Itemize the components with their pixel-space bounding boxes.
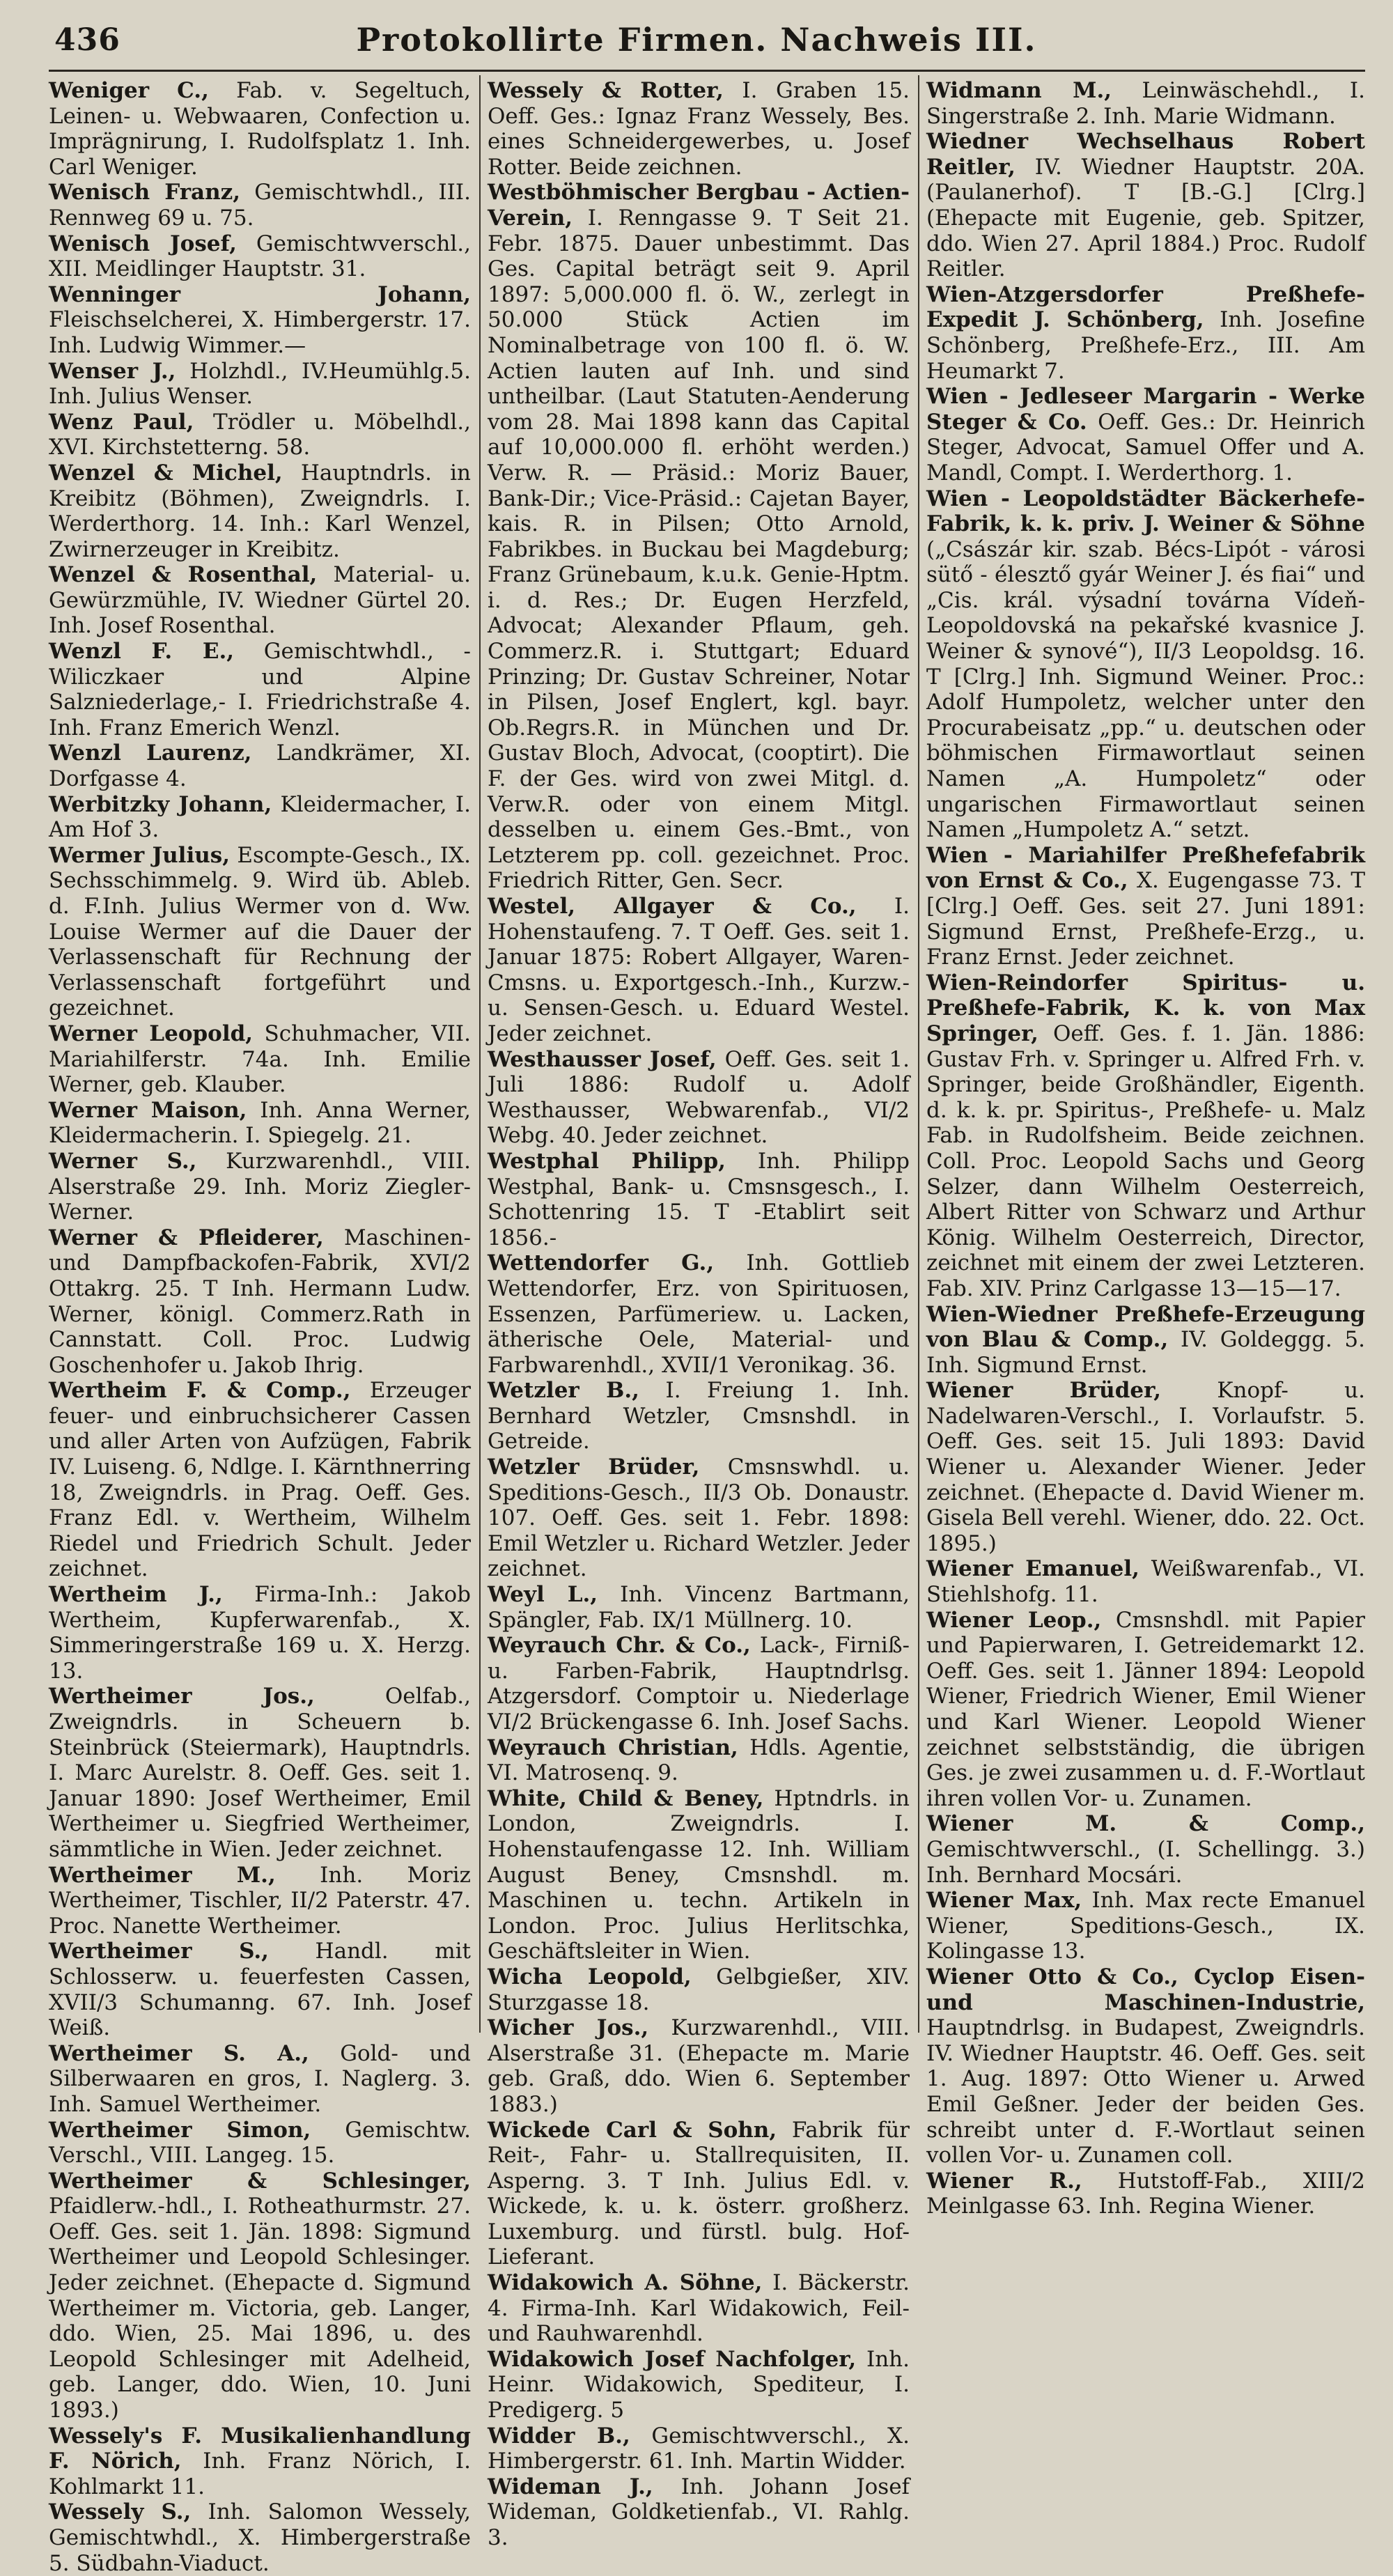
directory-entry [49, 1684, 471, 1862]
firm-details: Erzeuger feuer- und einbruchsicherer Cassen und aller Arten von Aufzügen, Fabrik IV. Luiseng. 6, Ndlge. I. Kärnthnerring 18, Zweigndrls. in Prag. Oeff. Ges. Franz Edl. v. Wertheim, Wilhelm Riedel und Friedrich Schult. Jeder zeichnet. [49, 1378, 471, 1582]
firm-name: Wenser J., [49, 358, 176, 384]
firm-details: Oelfab., Zweigndrls. in Scheuern b. Steinbrück (Steiermark), Hauptndrls. I. Marc Aurelstr. 8. Oeff. Ges. seit 1. Januar 1890: Josef Wertheimer, Emil Wertheimer u. Siegfried Wertheimer, sämmtliche in Wien. Jeder zeichnet. [49, 1684, 471, 1862]
column-2 [488, 78, 910, 2550]
firm-details: Kurzwarenhdl., VIII. Alserstraße 31. (Ehepacte m. Marie geb. Graß, ddo. Wien 6. September 1883.) [488, 2015, 910, 2117]
firm-details: Oeff. Ges. seit 1. Juli 1886: Rudolf u. Adolf Westhausser, Webwarenfab., VI/2 Webg. 40. Jeder zeichnet. [488, 1046, 910, 1149]
firm-details: Escompte-Gesch., IX. Sechsschimmelg. 9. Wird üb. Ableb. d. F.Inh. Julius Wermer von d. Ww. Louise Wermer auf die Dauer der Verlassenschaft für Rechnung der Verlassenschaft fortgeführt und gezeichnet. [49, 842, 471, 1021]
firm-name: Wermer Julius, [49, 842, 231, 868]
directory-entry [49, 792, 471, 843]
firm-details: Landkrämer, XI. Dorfgasse 4. [49, 740, 471, 792]
directory-entry [49, 1021, 471, 1098]
firm-details: Kurzwarenhdl., VIII. Alserstraße 29. Inh. Moriz Ziegler-Werner. [49, 1148, 471, 1225]
firm-details: Inh. Gottlieb Wettendorfer, Erz. von Spirituosen, Essenzen, Parfümeriew. u. Lacken, ätherische Oele, Material- und Farbwarenhdl., XVII/1 Veronikag. 36. [488, 1250, 910, 1378]
firm-name: Wiener Brüder, [926, 1378, 1161, 1404]
directory-entry [488, 180, 910, 894]
firm-details: Oeff. Ges. f. 1. Jän. 1886: Gustav Frh. v. Springer u. Alfred Frh. v. Springer, beide Großhändler, Eigenth. d. k. k. pr. Spiritus-, Preßhefe- u. Malz Fab. in Rudolfsheim. Beide zeichnen. Coll. Proc. Leopold Sachs und Georg Selzer, dann Wilhelm Oesterreich, Albert Ritter von Schwarz und Arthur König. Wilhelm Oesterreich, Director, zeichnet mit einem der zwei Letzteren. Fab. XIV. Prinz Carlgasse 13—15—17. [926, 1021, 1366, 1301]
directory-entry [49, 1149, 471, 1225]
firm-details: Gelbgießer, XIV. Sturzgasse 18. [488, 1964, 910, 2015]
directory-entry [488, 1378, 910, 1454]
firm-details: Maschinen- und Dampfbackofen-Fabrik, XVI/2 Ottakrg. 25. T Inh. Hermann Ludw. Werner, königl. Commerz.Rath in Cannstatt. Coll. Proc. Ludwig Goschenhofer u. Jakob Ihrig. [49, 1225, 471, 1378]
firm-name: Wien - Jedleseer Margarin - Werke Steger & Co. [926, 384, 1365, 435]
firm-name: Werner Maison, [49, 1097, 247, 1123]
directory-entry [488, 2015, 910, 2117]
directory-entry [926, 282, 1365, 384]
firm-name: Wenisch Josef, [49, 231, 237, 256]
directory-entry [488, 1786, 910, 1964]
firm-details: Inh. Heinr. Widakowich, Spediteur, I. Predigerg. 5 [488, 2346, 910, 2423]
directory-entry [926, 1608, 1365, 1812]
firm-name: Wideman J., [488, 2474, 653, 2499]
firm-name: Widder B., [488, 2423, 630, 2449]
firm-details: Inh. Philipp Westphal, Bank- u. Cmsnsgesch., I. Schottenring 15. T -Etablirt seit 1856.- [488, 1148, 910, 1250]
firm-details: Hauptndrls. in Kreibitz (Böhmen), Zweigndrls. I. Werderthorg. 14. Inh.: Karl Wenzel, Zwirnerzeuger in Kreibitz. [49, 460, 472, 562]
firm-details: Lack-, Firniß- u. Farben-Fabrik, Hauptndrlsg. Atzgersdorf. Comptoir u. Niederlage VI/2 Brückengasse 6. Inh. Josef Sachs. [488, 1633, 910, 1735]
directory-entry [488, 1250, 910, 1378]
firm-name: Werbitzky Johann, [49, 791, 272, 817]
firm-name: Wenz Paul, [49, 409, 194, 435]
directory-entry [488, 2347, 910, 2423]
firm-name: Weyrauch Chr. & Co., [488, 1633, 751, 1659]
firm-name: Werner & Pfleiderer, [49, 1225, 324, 1250]
directory-entry [926, 78, 1365, 129]
directory-entry [49, 843, 471, 1021]
firm-details: Gold- und Silberwaaren en gros, I. Naglerg. 3. Inh. Samuel Wertheimer. [49, 2040, 472, 2117]
firm-details: Firma-Inh.: Jakob Wertheim, Kupferwarenfab., X. Simmeringerstraße 169 u. X. Herzg. 13. [49, 1582, 471, 1684]
directory-entry [488, 1454, 910, 1582]
directory-entry [926, 1556, 1365, 1607]
firm-details: Gemischtwverschl., (I. Schellingg. 3.) Inh. Bernhard Mocsári. [926, 1836, 1365, 1888]
firm-name: Wien - Mariahilfer Preßhefefabrik von Ernst & Co., [926, 842, 1365, 894]
firm-name: White, Child & Beney, [488, 1785, 764, 1811]
directory-entry [49, 1098, 471, 1149]
directory-entry [926, 1964, 1365, 2168]
firm-details: Knopf- u. Nadelwaren-Verschl., I. Vorlaufstr. 5. Oeff. Ges. seit 15. Juli 1893: David Wiener u. Alexander Wiener. Jeder zeichnet. (Ehepacte d. David Wiener m. Gisela Bell verehl. Wiener, ddo. 22. Oct. 1895.) [926, 1378, 1366, 1556]
directory-entry [49, 410, 471, 460]
directory-entry [49, 231, 471, 282]
firm-details: IV. Wiedner Hauptstr. 20A. (Paulanerhof). T [B.-G.] [Clrg.] (Ehepacte mit Eugenie, geb. Spitzer, ddo. Wien 27. April 1884.) Proc. Rudolf Reitler. [926, 154, 1365, 282]
firm-details: Gemischtwverschl., XII. Meidlinger Hauptstr. 31. [49, 231, 471, 282]
firm-details: Fabrik für Reit-, Fahr- u. Stallrequisiten, II. Asperng. 3. T Inh. Julius Edl. v. Wickede, k. u. k. österr. großherz. Luxemburg. und fürstl. bulg. Hof-Lieferant. [488, 2117, 910, 2270]
firm-name: Wertheimer S., [49, 1939, 269, 1964]
firm-name: Weyrauch Christian, [488, 1735, 738, 1760]
firm-name: Wertheim F. & Comp., [49, 1378, 351, 1404]
firm-name: Wenzel & Michel, [49, 460, 283, 486]
firm-details: Hdls. Agentie, VI. Matrosenq. 9. [488, 1735, 910, 1786]
directory-entry [49, 282, 471, 359]
firm-details: Hauptndrlsg. in Budapest, Zweigndrls. IV. Wiedner Hauptstr. 46. Oeff. Ges. seit 1. Aug. 1897: Otto Wiener u. Arwed Emil Geßner. Jeder der beiden Ges. schreibt unter d. F.-Wortlaut seinen vollen Vor- u. Zunamen coll. [926, 2015, 1365, 2168]
firm-details: Inh. Max recte Emanuel Wiener, Speditions-Gesch., IX. Kolingasse 13. [926, 1888, 1365, 1964]
firm-details: Fab. v. Segeltuch, Leinen- u. Webwaaren, Confection u. Imprägnirung, I. Rudolfsplatz 1. Inh. Carl Weniger. [49, 78, 471, 180]
firm-details: („Császár kir. szab. Bécs-Lipót - városi sütő - élesztő gyár Weiner J. és fiai“ und „Cis. král. výsadní továrna Vídeň-Leopoldovská na pekařské kvasnice J. Weiner & synové“), II/3 Leopoldsg. 16. T [Clrg.] Inh. Sigmund Weiner. Proc.: Adolf Humpoletz, welcher unter den Procurabeisatz „pp.“ u. deutschen oder böhmischen Firmawortlaut seinen Namen „A. Humpoletz“ oder ungarischen Firmawortlaut seinen Namen „Humpoletz A.“ setzt. [926, 536, 1365, 843]
directory-entry [926, 486, 1365, 843]
directory-entry [49, 1939, 471, 2040]
firm-details: Holzhdl., IV.Heumühlg.5. Inh. Julius Wenser. [49, 358, 471, 410]
firm-details: Inh. Vincenz Bartmann, Spängler, Fab. IX/1 Müllnerg. 10. [488, 1582, 910, 1633]
firm-name: Wiener Emanuel, [926, 1556, 1139, 1582]
firm-details: Cmsnshdl. mit Papier und Papierwaren, I. Getreidemarkt 12. Oeff. Ges. seit 1. Jänner 1894: Leopold Wiener, Friedrich Wiener, Emil Wiener und Karl Wiener. Leopold Wiener zeichnet selbstständig, die übrigen Ges. je zwei zusammen u. d. F.-Wortlaut ihren vollen Vor- u. Zunamen. [926, 1607, 1365, 1811]
firm-details: Inh. Salomon Wessely, Gemischtwhdl., X. Himbergerstraße 5. Südbahn-Viaduct. [49, 2499, 472, 2576]
firm-name: Wertheimer Jos., [49, 1684, 315, 1709]
page-title: Protokollirte Firmen. Nachweis III. [356, 21, 1037, 59]
firm-name: Wiener Leop., [926, 1607, 1102, 1633]
firm-details: Handl. mit Schlosserw. u. feuerfesten Cassen, XVII/3 Schumanng. 67. Inh. Josef Weiß. [49, 1939, 471, 2041]
firm-details: Trödler u. Möbelhdl., XVI. Kirchstetterng. 58. [49, 409, 471, 460]
firm-details: Fleischselcherei, X. Himbergerstr. 17. Inh. Ludwig Wimmer.— [49, 307, 471, 358]
directory-entry [488, 1964, 910, 2015]
directory-entry [49, 460, 471, 562]
firm-details: Pfaidlerw.-hdl., I. Rotheathurmstr. 27. Oeff. Ges. seit 1. Jän. 1898: Sigmund Wertheimer und Leopold Schlesinger. Jeder zeichnet. (Ehepacte d. Sigmund Wertheimer m. Victoria, geb. Langer, ddo. Wien, 25. Mai 1896, u. des Leopold Schlesinger mit Adelheid, geb. Langer, ddo. Wien, 10. Juni 1893.) [49, 2194, 471, 2423]
directory-entry [926, 843, 1365, 970]
firm-details: Schuhmacher, VII. Mariahilferstr. 74a. Inh. Emilie Werner, geb. Klauber. [49, 1021, 471, 1098]
directory-entry [49, 2423, 471, 2500]
directory-entry [488, 1149, 910, 1250]
firm-name: Wiener Max, [926, 1888, 1082, 1914]
firm-name: Wiedner Wechselhaus Robert Reitler, [926, 129, 1365, 180]
firm-name: Wenzel & Rosenthal, [49, 562, 318, 588]
firm-name: Wien - Leopoldstädter Bäckerhefe-Fabrik, k. k. priv. J. Weiner & Söhne [926, 486, 1365, 537]
column-divider [479, 75, 481, 2033]
firm-details: I. Hohenstaufeng. 7. T Oeff. Ges. seit 1. Januar 1875: Robert Allgayer, Waren-Cmsns. u. Exportgesch.-Inh., Kurzw.- u. Sensen-Gesch. u. Eduard Westel. Jeder zeichnet. [488, 894, 910, 1046]
directory-entry [488, 1633, 910, 1735]
directory-entry [926, 970, 1365, 1302]
firm-name: Wien-Wiedner Preßhefe-Erzeugung von Blau & Comp., [926, 1301, 1365, 1353]
directory-entry [488, 2423, 910, 2474]
firm-name: Wenzl F. E., [49, 639, 235, 665]
directory-entry [49, 1225, 471, 1379]
firm-name: Wessely S., [49, 2499, 192, 2525]
firm-details: I. Renngasse 9. T Seit 21. Febr. 1875. Dauer unbestimmt. Das Ges. Capital beträgt seit 9. April 1897: 5,000.000 fl. ö. W., zerlegt in 50.000 Stück Actien im Nominalbetrage von 100 fl. ö. W. Actien lauten auf Inh. und sind untheilbar. (Laut Statuten-Aenderung vom 28. Mai 1898 kann das Capital auf 10,000.000 fl. erhöht werden.) Verw. R. — Präsid.: Moriz Bauer, Bank-Dir.; Vice-Präsid.: Cajetan Bayer, kais. R. in Pilsen; Otto Arnold, Fabrikbes. in Buckau bei Magdeburg; Franz Grünebaum, k.u.k. Genie-Hptm. i. d. Res.; Dr. Eugen Herzfeld, Advocat; Alexander Pflaum, geh. Commerz.R. i. Stuttgart; Eduard Prinzing; Dr. Gustav Schreiner, Notar in Pilsen, Josef Englert, kgl. bayr. Ob.Regrs.R. in München und Dr. Gustav Bloch, Advocat, (cooptirt). Die F. der Ges. wird von zwei Mitgl. d. Verw.R. oder von einem Mitgl. desselben u. einem Ges.-Bmt., von Letzterem pp. coll. gezeichnet. Proc. Friedrich Ritter, Gen. Secr. [488, 205, 910, 894]
firm-name: Widmann M., [926, 78, 1112, 103]
firm-details: Oeff. Ges.: Dr. Heinrich Steger, Advocat, Samuel Offer und A. Mandl, Compt. I. Werderthorg. 1. [926, 409, 1365, 486]
directory-entry [49, 639, 471, 740]
directory-entry [49, 1863, 471, 1939]
firm-details: IV. Goldeggg. 5. Inh. Sigmund Ernst. [926, 1327, 1365, 1378]
firm-name: Wertheimer S. A., [49, 2040, 309, 2066]
firm-name: Westhausser Josef, [488, 1046, 717, 1072]
directory-entry [488, 78, 910, 180]
firm-details: Inh. Moriz Wertheimer, Tischler, II/2 Paterstr. 47. Proc. Nanette Wertheimer. [49, 1862, 472, 1939]
directory-entry [488, 1582, 910, 1633]
firm-name: Wertheimer M., [49, 1862, 276, 1888]
firm-name: Widakowich Josef Nachfolger, [488, 2346, 857, 2372]
firm-name: Werner S., [49, 1148, 197, 1174]
firm-details: Gemischtwverschl., X. Himbergerstr. 61. Inh. Martin Widder. [488, 2423, 910, 2474]
firm-name: Wien-Reindorfer Spiritus- u. Preßhefe-Fabrik, K. k. von Max Springer, [926, 970, 1365, 1046]
firm-name: Wertheim J., [49, 1582, 223, 1608]
firm-name: Wertheimer & Schlesinger, [49, 2168, 471, 2194]
firm-details: Inh. Franz Nörich, I. Kohlmarkt 11. [49, 2449, 471, 2499]
firm-name: Wetzler B., [488, 1378, 639, 1404]
firm-details: Inh. Johann Josef Wideman, Goldketienfab., VI. Rahlg. 3. [488, 2474, 910, 2550]
directory-entry [926, 2168, 1365, 2219]
directory-entry [49, 2041, 471, 2118]
column-1 [49, 78, 472, 2576]
firm-name: Wetzler Brüder, [488, 1454, 700, 1480]
firm-name: Widakowich A. Söhne, [488, 2270, 763, 2296]
firm-details: Inh. Anna Werner, Kleidermacherin. I. Spiegelg. 21. [49, 1097, 471, 1149]
firm-details: I. Bäckerstr. 4. Firma-Inh. Karl Widakowich, Feil- und Rauhwarenhdl. [488, 2270, 910, 2347]
directory-entry [49, 2168, 471, 2423]
directory-entry [926, 1811, 1365, 1888]
directory-entry [488, 2270, 910, 2347]
directory-entry [49, 1378, 471, 1582]
firm-name: Werner Leopold, [49, 1021, 254, 1046]
directory-entry [49, 1582, 471, 1684]
directory-entry [488, 1735, 910, 1786]
directory-entry [488, 2474, 910, 2551]
directory-entry [488, 1047, 910, 1149]
firm-details: Gemischtw. Verschl., VIII. Langeg. 15. [49, 2117, 472, 2168]
firm-details: Gemischtwhdl., III. Rennweg 69 u. 75. [49, 180, 471, 231]
firm-details: Inh. Josefine Schönberg, Preßhefe-Erz., III. Am Heumarkt 7. [926, 307, 1366, 384]
firm-name: Weniger C., [49, 78, 209, 103]
directory-entry [49, 562, 471, 639]
column-divider [918, 75, 919, 2033]
firm-name: Wenisch Franz, [49, 180, 241, 205]
firm-details: Hutstoff-Fab., XIII/2 Meinlgasse 63. Inh. Regina Wiener. [926, 2168, 1365, 2219]
firm-name: Wessely & Rotter, [488, 78, 724, 103]
firm-name: Weyl L., [488, 1582, 598, 1608]
directory-entry [926, 1888, 1365, 1964]
firm-name: Wenzl Laurenz, [49, 740, 252, 766]
directory-entry [488, 2118, 910, 2271]
directory-entry [926, 384, 1365, 486]
directory-entry [926, 1378, 1365, 1556]
firm-name: Wettendorfer G., [488, 1250, 715, 1276]
firm-name: Wicher Jos., [488, 2015, 649, 2041]
directory-entry [49, 78, 471, 180]
firm-details: X. Eugengasse 73. T [Clrg.] Oeff. Ges. seit 27. Juni 1891: Sigmund Ernst, Preßhefe-Erzg., u. Franz Ernst. Jeder zeichnet. [926, 868, 1365, 970]
directory-entry [49, 2499, 471, 2576]
firm-name: Wicha Leopold, [488, 1964, 692, 1989]
firm-details: Cmsnswhdl. u. Speditions-Gesch., II/3 Ob. Donaustr. 107. Oeff. Ges. seit 1. Febr. 1898: Emil Wetzler u. Richard Wetzler. Jeder zeichnet. [488, 1454, 910, 1582]
firm-name: Wiener R., [926, 2168, 1082, 2194]
directory-entry [926, 129, 1365, 282]
column-3 [926, 78, 1366, 2219]
firm-name: Wenninger Johann, [49, 281, 471, 307]
firm-name: Wertheimer Simon, [49, 2117, 311, 2143]
firm-name: Wiener M. & Comp., [926, 1811, 1365, 1837]
firm-name: Westphal Philipp, [488, 1148, 726, 1174]
directory-entry [49, 740, 471, 791]
firm-name: Wessely's F. Musikalienhandlung F. Nörich, [49, 2423, 471, 2474]
firm-details: Weißwarenfab., VI. Stiehlshofg. 11. [926, 1556, 1365, 1608]
page-number: 436 [54, 22, 120, 58]
firm-name: Westböhmischer Bergbau - Actien-Verein, [488, 180, 910, 231]
directory-entry [926, 1302, 1365, 1379]
firm-details: I. Graben 15. Oeff. Ges.: Ignaz Franz Wessely, Bes. eines Schneidergewerbes, u. Josef Rotter. Beide zeichnen. [488, 78, 910, 180]
firm-details: I. Freiung 1. Inh. Bernhard Wetzler, Cmsnshdl. in Getreide. [488, 1378, 910, 1454]
directory-entry [49, 2118, 471, 2168]
firm-details: Material- u. Gewürzmühle, IV. Wiedner Gürtel 20. Inh. Josef Rosenthal. [49, 562, 471, 639]
header-rule [49, 70, 1365, 72]
firm-details: Gemischtwhdl., -Wiliczkaer und Alpine Salzniederlage,- I. Friedrichstraße 4. Inh. Franz Emerich Wenzl. [49, 639, 471, 740]
firm-name: Wickede Carl & Sohn, [488, 2117, 777, 2143]
firm-name: Wiener Otto & Co., Cyclop Eisen- und Maschinen-Industrie, [926, 1964, 1365, 2015]
firm-name: Westel, Allgayer & Co., [488, 894, 857, 919]
directory-entry [49, 180, 471, 231]
directory-entry [488, 894, 910, 1047]
firm-details: Leinwäschehdl., I. Singerstraße 2. Inh. Marie Widmann. [926, 78, 1365, 129]
firm-name: Wien-Atzgersdorfer Preßhefe-Expedit J. Schönberg, [926, 281, 1365, 333]
firm-details: Hptndrls. in London, Zweigndrls. I. Hohenstaufengasse 12. Inh. William August Beney, Cmsnshdl. m. Maschinen u. techn. Artikeln in London. Proc. Julius Herlitschka, Geschäftsleiter in Wien. [488, 1785, 910, 1964]
directory-entry [49, 359, 471, 410]
firm-details: Kleidermacher, I. Am Hof 3. [49, 791, 471, 843]
